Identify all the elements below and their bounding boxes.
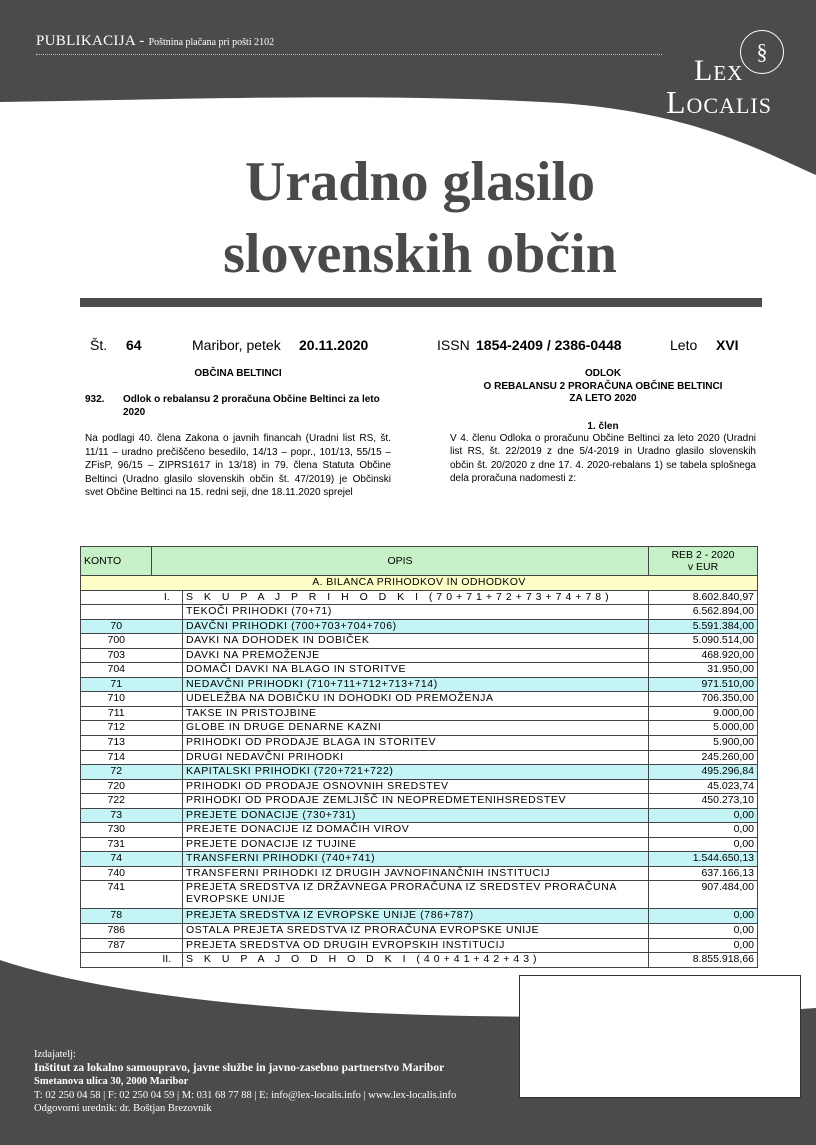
konto-cell: 71 (81, 677, 152, 692)
row-numeral-cell (152, 823, 183, 838)
value-cell: 5.900,00 (649, 736, 758, 751)
description-cell: S K U P A J P R I H O D K I (70+71+72+73+74+78) (183, 590, 649, 605)
row-numeral-cell (152, 837, 183, 852)
row-numeral-cell (152, 881, 183, 909)
row-numeral-cell (152, 736, 183, 751)
description-cell: PRIHODKI OD PRODAJE BLAGA IN STORITEV (183, 736, 649, 751)
row-numeral-cell (152, 866, 183, 881)
issue-number-label: Št. (90, 337, 108, 353)
description-cell: KAPITALSKI PRIHODKI (720+721+722) (183, 765, 649, 780)
value-cell: 245.260,00 (649, 750, 758, 765)
konto-cell: 72 (81, 765, 152, 780)
table-row (81, 706, 758, 721)
konto-cell: 703 (81, 648, 152, 663)
value-cell: 0,00 (649, 938, 758, 953)
konto-cell: 714 (81, 750, 152, 765)
konto-cell (81, 605, 152, 620)
table-row (81, 648, 758, 663)
postnina-label: Poštnina plačana pri pošti 2102 (148, 37, 275, 48)
column-header-opis: OPIS (152, 547, 649, 576)
table-row (81, 677, 758, 692)
konto-cell: 712 (81, 721, 152, 736)
column-header-konto: KONTO (81, 547, 152, 576)
column-header-value-line1: REB 2 - 2020 (671, 549, 735, 561)
publikacija-label: PUBLIKACIJA (36, 33, 136, 49)
issue-date: 20.11.2020 (299, 337, 369, 353)
row-numeral-cell (152, 852, 183, 867)
row-numeral-cell (152, 692, 183, 707)
table-row (81, 590, 758, 605)
title-divider (80, 298, 762, 307)
description-cell: DRUGI NEDAVČNI PRIHODKI (183, 750, 649, 765)
odlok-title-line3: ZA LETO 2020 (569, 393, 637, 404)
place-label: Maribor, petek (192, 337, 281, 353)
publisher-contacts: T: 02 250 04 58 | F: 02 250 04 59 | M: 031 68 77 88 | E: info@lex-localis.info | www.lex-localis.info (34, 1089, 457, 1101)
description-cell: DOMAČI DAVKI NA BLAGO IN STORITVE (183, 663, 649, 678)
description-cell: PRIHODKI OD PRODAJE OSNOVNIH SREDSTEV (183, 779, 649, 794)
konto-cell: 731 (81, 837, 152, 852)
row-numeral-cell (152, 909, 183, 924)
table-row (81, 938, 758, 953)
row-numeral-cell (152, 808, 183, 823)
row-numeral-cell (152, 619, 183, 634)
table-row (81, 881, 758, 909)
intro-paragraph: Na podlagi 40. člena Zakona o javnih financah (Uradni list RS, št. 11/11 – uradno prečiščeno besedilo, 14/13 – popr., 101/13, 55/15 – ZFisP, 96/15 – ZIPRS1617 in 13/18) in 79. člena Statuta Občine Beltinci (Uradno glasilo slovenskih občin št. 47/2019) je Občinski svet Občine Beltinci na 15. redni seji, dne 18.11.2020 sprejel (85, 433, 391, 498)
description-cell: DAVKI NA PREMOŽENJE (183, 648, 649, 663)
logo-text-localis: Localis (666, 84, 772, 120)
table-row (81, 794, 758, 809)
row-numeral-cell: II. (152, 953, 183, 968)
table-row (81, 808, 758, 823)
description-cell: S K U P A J O D H O D K I (40+41+42+43) (183, 953, 649, 968)
right-column (450, 368, 756, 486)
konto-cell: 722 (81, 794, 152, 809)
row-numeral-cell (152, 634, 183, 649)
value-cell: 450.273,10 (649, 794, 758, 809)
section-label: A. BILANCA PRIHODKOV IN ODHODKOV (81, 576, 758, 591)
row-numeral-cell (152, 924, 183, 939)
row-numeral-cell (152, 721, 183, 736)
table-row (81, 721, 758, 736)
value-cell: 971.510,00 (649, 677, 758, 692)
konto-cell: 70 (81, 619, 152, 634)
table-row (81, 765, 758, 780)
konto-cell: 74 (81, 852, 152, 867)
value-cell: 9.000,00 (649, 706, 758, 721)
konto-cell: 741 (81, 881, 152, 909)
konto-cell: 787 (81, 938, 152, 953)
konto-cell: 720 (81, 779, 152, 794)
value-cell: 0,00 (649, 837, 758, 852)
row-numeral-cell (152, 938, 183, 953)
table-row (81, 924, 758, 939)
table-header-row (81, 547, 758, 576)
description-cell: PREJETA SREDSTVA IZ DRŽAVNEGA PRORAČUNA IZ SREDSTEV PRORAČUNA EVROPSKE UNIJE (183, 881, 649, 909)
value-cell: 495.296,84 (649, 765, 758, 780)
issue-number: 64 (126, 337, 142, 353)
table-row (81, 823, 758, 838)
publisher-name: Inštitut za lokalno samoupravo, javne službe in javno-zasebno partnerstvo Maribor (34, 1061, 445, 1074)
publisher-label: Izdajatelj: (34, 1049, 76, 1060)
description-cell: GLOBE IN DRUGE DENARNE KAZNI (183, 721, 649, 736)
value-cell: 907.484,00 (649, 881, 758, 909)
logo-text-lex: Lex (694, 54, 744, 87)
odlok-title-line2: O REBALANSU 2 PRORAČUNA OBČINE BELTINCI (483, 380, 723, 392)
value-cell: 0,00 (649, 924, 758, 939)
table-row (81, 663, 758, 678)
page-title-line1: Uradno glasilo (244, 151, 596, 213)
konto-cell: 78 (81, 909, 152, 924)
row-numeral-cell (152, 677, 183, 692)
item-heading (85, 393, 391, 419)
municipality-heading: OBČINA BELTINCI (194, 368, 282, 379)
section-row (81, 576, 758, 591)
odlok-title-line1: ODLOK (584, 368, 622, 379)
table-row (81, 634, 758, 649)
konto-cell: 711 (81, 706, 152, 721)
budget-table (80, 546, 758, 968)
value-cell: 706.350,00 (649, 692, 758, 707)
table-row (81, 692, 758, 707)
description-cell: TRANSFERNI PRIHODKI (740+741) (183, 852, 649, 867)
konto-cell: 730 (81, 823, 152, 838)
value-cell: 0,00 (649, 808, 758, 823)
row-numeral-cell (152, 765, 183, 780)
footer-publisher-info (34, 1048, 456, 1116)
table-row (81, 750, 758, 765)
article-heading: 1. člen (587, 420, 619, 432)
table-row (81, 779, 758, 794)
value-cell: 468.920,00 (649, 648, 758, 663)
konto-cell: 700 (81, 634, 152, 649)
value-cell: 8.602.840,97 (649, 590, 758, 605)
page-title-line2: slovenskih občin (223, 223, 617, 285)
table-row (81, 909, 758, 924)
publisher-editor: Odgovorni urednik: dr. Boštjan Brezovnik (34, 1103, 212, 1114)
description-cell: TEKOČI PRIHODKI (70+71) (183, 605, 649, 620)
konto-cell: 73 (81, 808, 152, 823)
value-cell: 45.023,74 (649, 779, 758, 794)
value-cell: 637.166,13 (649, 866, 758, 881)
description-cell: UDELEŽBA NA DOBIČKU IN DOHODKI OD PREMOŽENJA (183, 692, 649, 707)
value-cell: 6.562.894,00 (649, 605, 758, 620)
row-numeral-cell (152, 648, 183, 663)
table-row (81, 736, 758, 751)
description-cell: NEDAVČNI PRIHODKI (710+711+712+713+714) (183, 677, 649, 692)
table-row (81, 866, 758, 881)
publisher-address: Smetanova ulica 30, 2000 Maribor (34, 1076, 189, 1087)
value-cell: 0,00 (649, 823, 758, 838)
year-label: Leto (670, 337, 698, 353)
description-cell: DAVČNI PRIHODKI (700+703+704+706) (183, 619, 649, 634)
description-cell: OSTALA PREJETA SREDSTVA IZ PRORAČUNA EVROPSKE UNIJE (183, 924, 649, 939)
row-numeral-cell (152, 750, 183, 765)
value-cell: 8.855.918,66 (649, 953, 758, 968)
description-cell: TRANSFERNI PRIHODKI IZ DRUGIH JAVNOFINANČNIH INSTITUCIJ (183, 866, 649, 881)
table-row (81, 837, 758, 852)
description-cell: DAVKI NA DOHODEK IN DOBIČEK (183, 634, 649, 649)
description-cell: PREJETA SREDSTVA OD DRUGIH EVROPSKIH INSTITUCIJ (183, 938, 649, 953)
description-cell: PREJETE DONACIJE (730+731) (183, 808, 649, 823)
article-paragraph: V 4. členu Odloka o proračunu Občine Beltinci za leto 2020 (Uradni list RS, št. 22/2019 z dne 5/4-2019 in Uradno glasilo slovenskih občin št. 20/2020 z dne 17. 4. 2020-rebalans 1) se tabela splošnega dela proračuna nadomesti z: (450, 432, 756, 484)
item-title: Odlok o rebalansu 2 proračuna Občine Beltinci za leto 2020 (123, 394, 380, 418)
row-numeral-cell (152, 706, 183, 721)
konto-cell: 786 (81, 924, 152, 939)
konto-cell (81, 590, 152, 605)
left-column (85, 368, 391, 500)
description-cell: PRIHODKI OD PRODAJE ZEMLJIŠČ IN NEOPREDMETENIHSREDSTEV (183, 794, 649, 809)
row-numeral-cell (152, 605, 183, 620)
column-header-value-line2: v EUR (687, 561, 719, 573)
issn-label: ISSN (437, 337, 470, 353)
value-cell: 5.591.384,00 (649, 619, 758, 634)
konto-cell: 710 (81, 692, 152, 707)
publication-line: PUBLIKACIJA - Poštnina plačana pri pošti 2102 (36, 33, 275, 49)
row-numeral-cell (152, 794, 183, 809)
row-numeral-cell (152, 779, 183, 794)
konto-cell: 713 (81, 736, 152, 751)
value-cell: 0,00 (649, 909, 758, 924)
column-header-value (649, 547, 758, 576)
value-cell: 1.544.650,13 (649, 852, 758, 867)
table-row (81, 605, 758, 620)
value-cell: 31.950,00 (649, 663, 758, 678)
year-value: XVI (716, 337, 739, 353)
item-number: 932. (85, 394, 105, 405)
description-cell: PREJETE DONACIJE IZ TUJINE (183, 837, 649, 852)
lex-localis-logo (660, 30, 800, 120)
description-cell: TAKSE IN PRISTOJBINE (183, 706, 649, 721)
paragraph-icon: § (740, 30, 784, 74)
description-cell: PREJETA SREDSTVA IZ EVROPSKE UNIJE (786+787) (183, 909, 649, 924)
value-cell: 5.090.514,00 (649, 634, 758, 649)
konto-cell: 740 (81, 866, 152, 881)
row-numeral-cell: I. (152, 590, 183, 605)
value-cell: 5.000,00 (649, 721, 758, 736)
table-row (81, 619, 758, 634)
konto-cell: 704 (81, 663, 152, 678)
row-numeral-cell (152, 663, 183, 678)
footer-blank-box (519, 975, 801, 1098)
table-row (81, 852, 758, 867)
description-cell: PREJETE DONACIJE IZ DOMAČIH VIROV (183, 823, 649, 838)
issn-value: 1854-2409 / 2386-0448 (476, 337, 622, 353)
header-divider (36, 54, 662, 55)
